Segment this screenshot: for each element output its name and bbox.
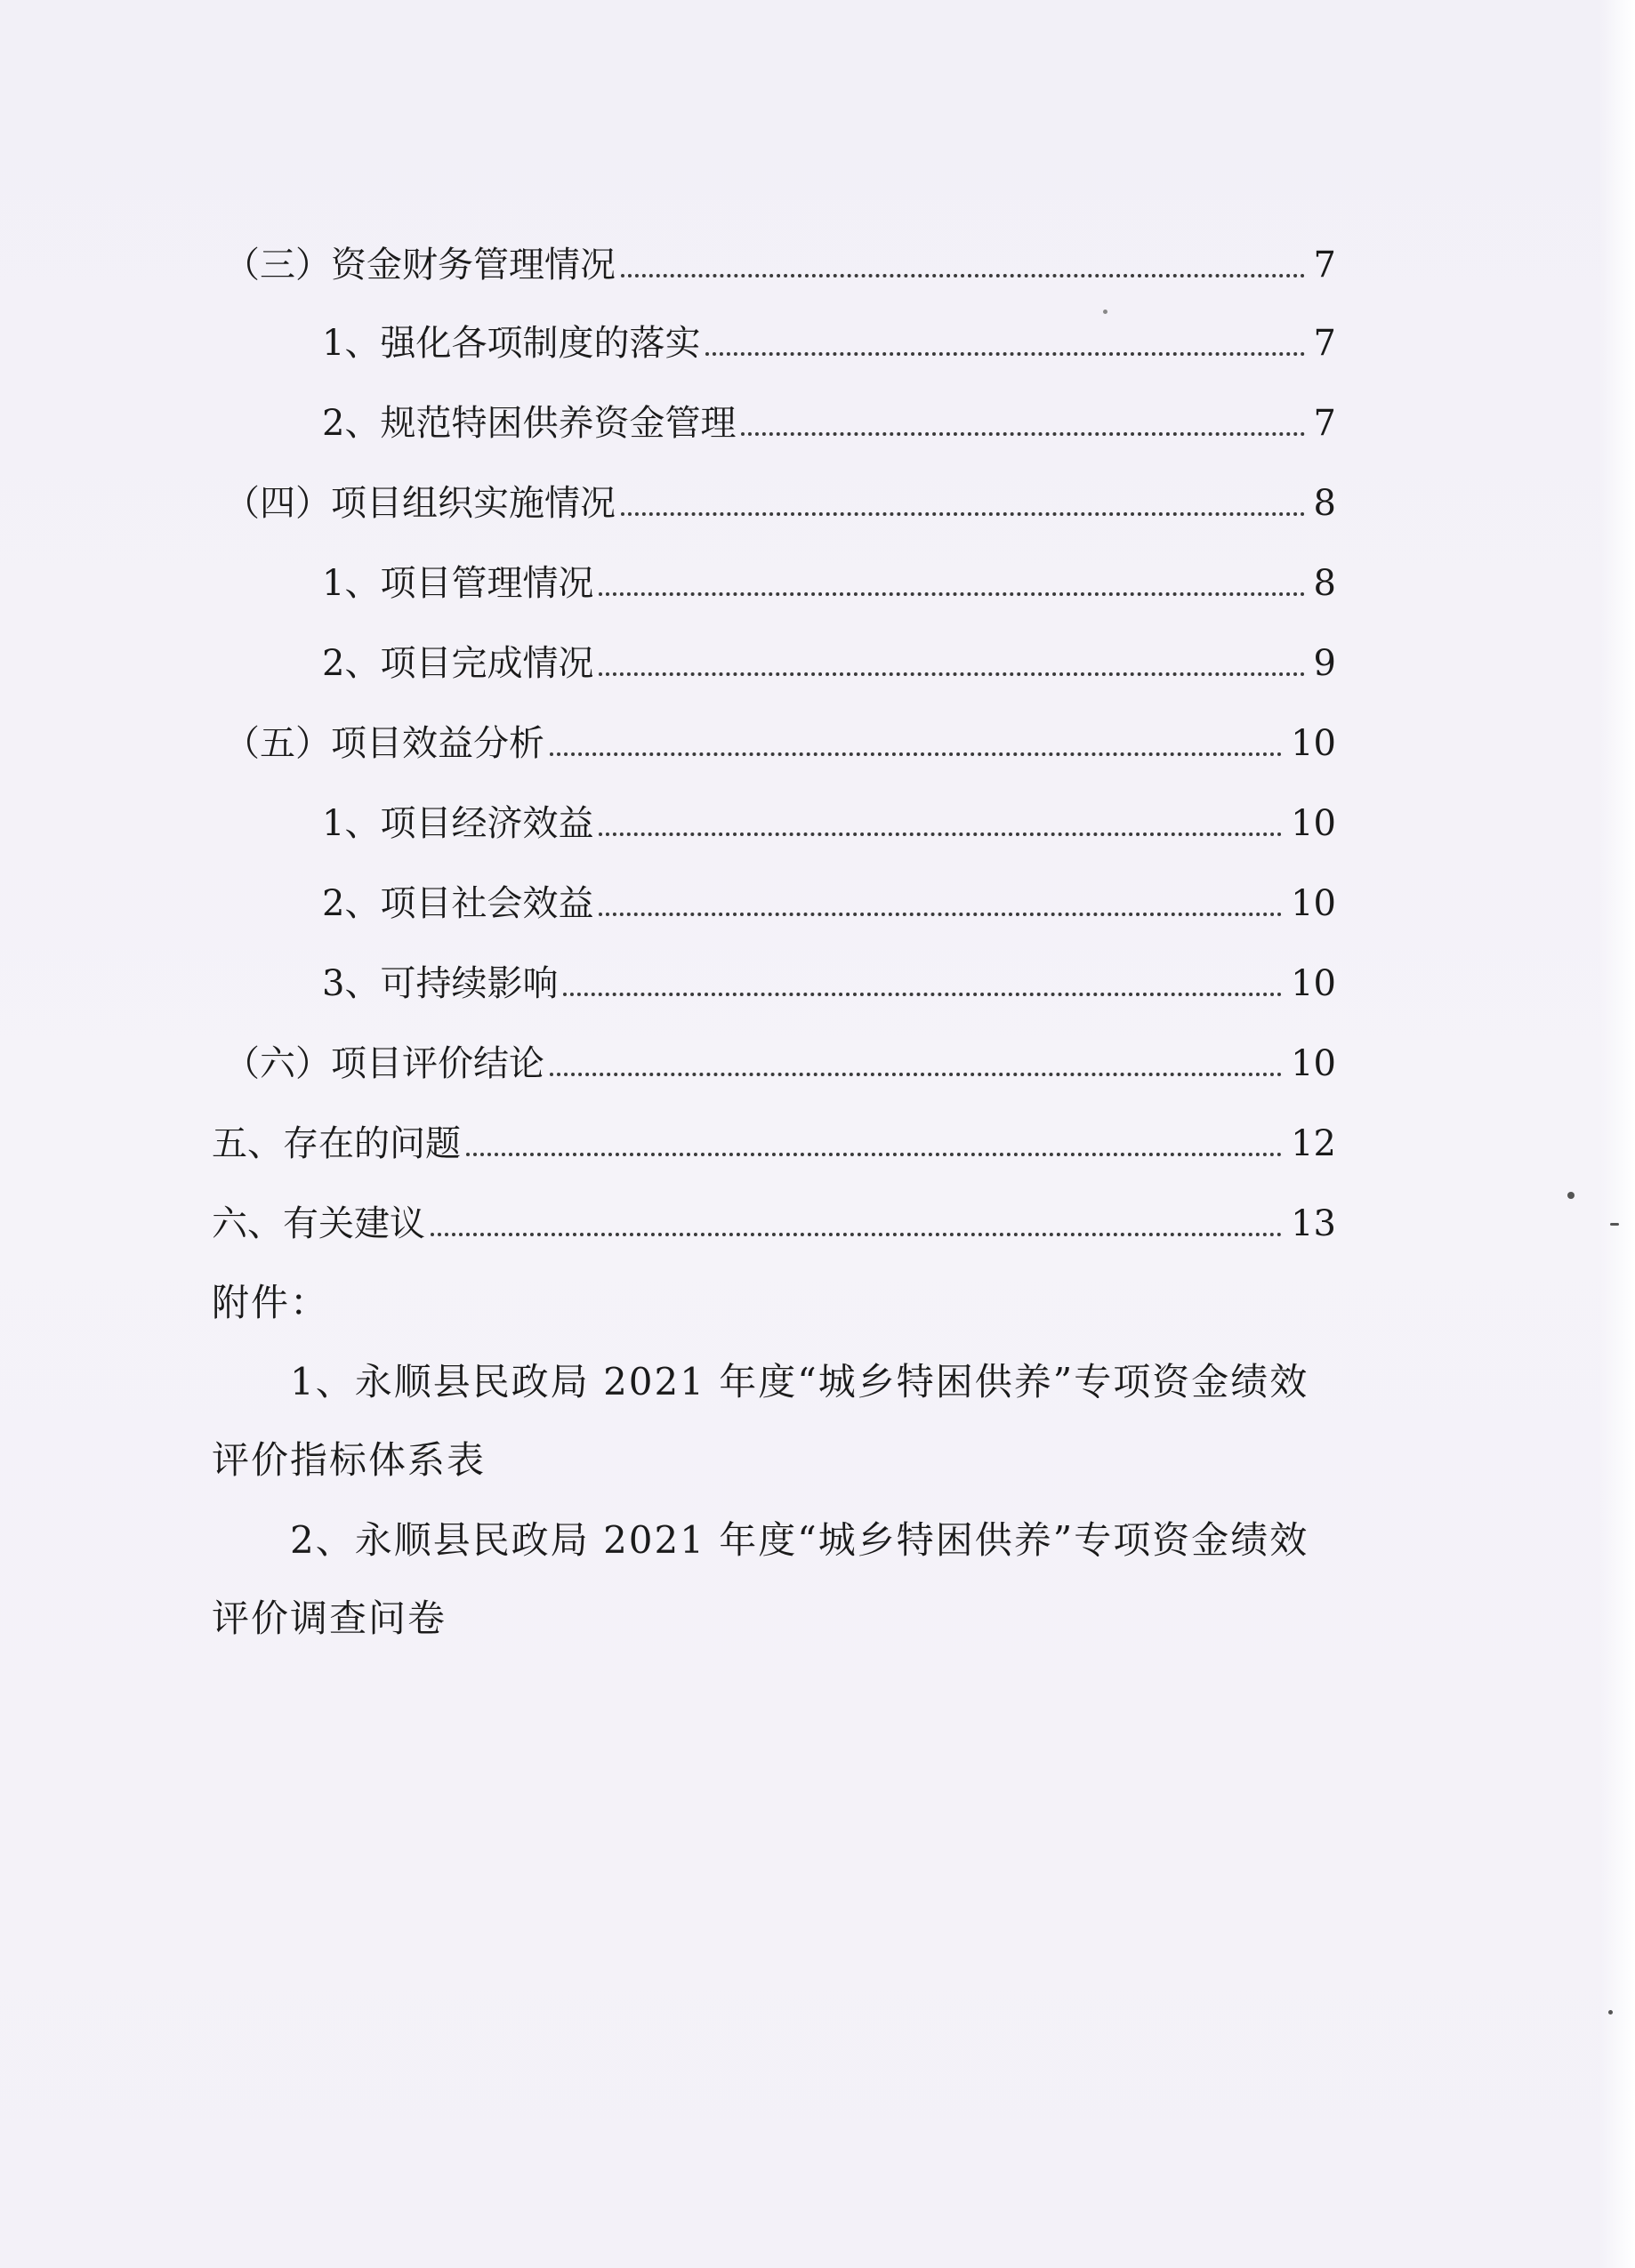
toc-entry [322, 639, 1336, 688]
toc-entry-label: 2、项目社会效益 [322, 883, 594, 924]
scan-speck [1610, 1223, 1619, 1226]
toc-entry-page: 12 [1291, 1123, 1336, 1164]
toc-leader-dots [599, 913, 1282, 916]
toc-leader-dots [705, 352, 1304, 356]
toc-leader-dots [563, 993, 1282, 996]
toc-entry [322, 398, 1336, 448]
toc-entry-page: 10 [1291, 883, 1336, 924]
toc-entry [224, 719, 1336, 768]
toc-entry [224, 1039, 1336, 1089]
toc-entry [322, 318, 1336, 368]
toc-entry-page: 10 [1291, 963, 1336, 1004]
toc-leader-dots [741, 432, 1304, 436]
toc-entry-label: 1、项目经济效益 [322, 803, 594, 844]
toc-entry-page: 7 [1313, 323, 1336, 364]
toc-entry [322, 799, 1336, 848]
toc-entry-page: 7 [1313, 245, 1336, 286]
toc-entry [212, 1199, 1336, 1249]
scan-speck [1103, 310, 1107, 314]
toc-entry-label: 2、规范特困供养资金管理 [322, 403, 737, 444]
toc-entry-label: 五、存在的问题 [212, 1123, 461, 1164]
toc-entry [224, 479, 1336, 528]
toc-entry-page: 13 [1291, 1203, 1336, 1244]
toc-entry-page: 8 [1313, 483, 1336, 524]
toc-leader-dots [621, 274, 1305, 277]
toc-leader-dots [599, 672, 1304, 676]
toc-entry-page: 7 [1313, 403, 1336, 444]
toc-entry-page: 10 [1291, 723, 1336, 764]
toc-entry [322, 559, 1336, 608]
toc-entry-label: 3、可持续影响 [322, 963, 559, 1004]
attachments-heading: 附件： [212, 1281, 330, 1324]
toc-entry [224, 240, 1336, 290]
toc-leader-dots [431, 1233, 1282, 1236]
toc-entry-label: （四）项目组织实施情况 [224, 483, 616, 524]
toc-entry-label: 1、强化各项制度的落实 [322, 323, 701, 364]
toc-entry-label: （三）资金财务管理情况 [224, 245, 616, 286]
toc-leader-dots [621, 512, 1305, 516]
attachment-item-line: 评价指标体系表 [212, 1438, 487, 1482]
scan-speck [1608, 2010, 1613, 2015]
toc-leader-dots [599, 592, 1304, 596]
toc-entry [322, 879, 1336, 929]
scan-speck [1567, 1192, 1575, 1199]
attachment-item-line: 2、永顺县民政局 2021 年度“城乡特困供养”专项资金绩效 [290, 1518, 1309, 1562]
toc-leader-dots [599, 832, 1282, 836]
toc-entry-label: 2、项目完成情况 [322, 643, 594, 684]
toc-entry-page: 9 [1313, 643, 1336, 684]
toc-entry-label: （五）项目效益分析 [224, 723, 544, 764]
toc-leader-dots [550, 1073, 1282, 1076]
toc-entry-label: 1、项目管理情况 [322, 563, 594, 604]
attachment-item-line: 评价调查问卷 [212, 1596, 447, 1640]
toc-entry-page: 8 [1313, 563, 1336, 604]
toc-entry-label: （六）项目评价结论 [224, 1043, 544, 1084]
toc-entry-page: 10 [1291, 803, 1336, 844]
toc-entry-page: 10 [1291, 1043, 1336, 1084]
toc-leader-dots [466, 1153, 1282, 1156]
toc-entry-label: 六、有关建议 [212, 1203, 425, 1244]
attachment-item-line: 1、永顺县民政局 2021 年度“城乡特困供养”专项资金绩效 [290, 1360, 1309, 1403]
page-edge [1599, 0, 1635, 2268]
toc-leader-dots [550, 752, 1282, 756]
toc-entry [322, 959, 1336, 1009]
toc-entry [212, 1119, 1336, 1169]
